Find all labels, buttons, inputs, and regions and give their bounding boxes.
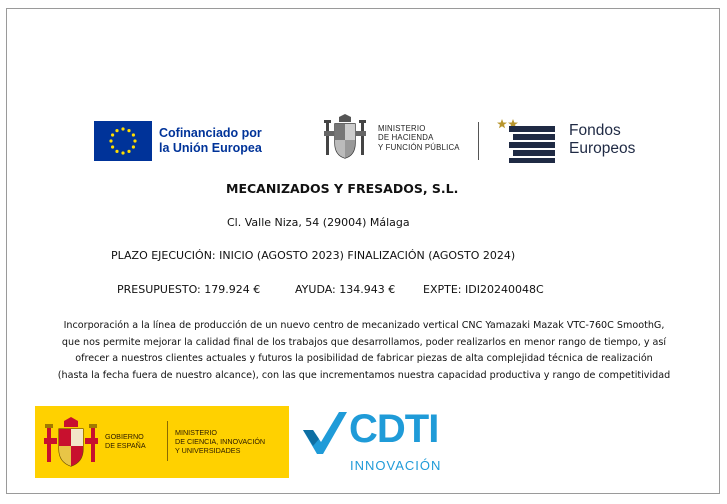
ministerio-ciencia-line3: Y UNIVERSIDADES: [175, 446, 241, 455]
ministerio-ciencia-line1: MINISTERIO: [175, 428, 217, 437]
company-address: Cl. Valle Niza, 54 (29004) Málaga: [227, 216, 410, 229]
budget-amount: PRESUPUESTO: 179.924 €: [117, 283, 261, 296]
spain-coat-of-arms-color-icon: [43, 416, 99, 470]
spain-coat-of-arms-icon: [322, 113, 368, 163]
cdti-wordmark: CDTI: [349, 407, 439, 451]
ministerio-hacienda-logo: [322, 113, 460, 163]
gobierno-line2: DE ESPAÑA: [105, 441, 146, 450]
execution-period: PLAZO EJECUCIÓN: INICIO (AGOSTO 2023) FINALIZACIÓN (AGOSTO 2024): [111, 249, 516, 262]
eu-text-line2: la Unión Europea: [159, 141, 262, 155]
mhfp-text-line2: DE HACIENDA: [378, 133, 434, 143]
mhfp-text-line1: MINISTERIO: [378, 123, 426, 133]
file-number: EXPTE: IDI20240048C: [423, 283, 544, 296]
fe-text-line2: Europeos: [569, 140, 636, 157]
mhfp-text-line3: Y FUNCIÓN PÚBLICA: [378, 142, 460, 152]
description-line: que nos permite mejorar la calidad final de los trabajos que desarrollamos, poder realizarlos en menor rango de tiempo, y así: [61, 336, 667, 348]
gobierno-line1: GOBIERNO: [105, 432, 144, 441]
logo-divider: [478, 122, 479, 160]
fondos-europeos-icon: [493, 117, 559, 163]
ministerio-ciencia-line2: DE CIENCIA, INNOVACIÓN: [175, 437, 266, 446]
eu-text-line1: Cofinanciado por: [159, 126, 262, 140]
description-line: (hasta la fecha fuera de nuestro alcance), con las que incrementamos nuestra capacidad productiva y rango de competitividad: [57, 369, 671, 381]
description-line: ofrecer a nuestros clientes actuales y futuros la posibilidad de fabricar piezas de alta complejidad técnica de realización: [75, 353, 653, 365]
description-line: Incorporación a la línea de producción de un nuevo centro de mecanizado vertical CNC Yamazaki Mazak VTC-760C SmoothG,: [63, 320, 665, 331]
project-description: [14, 318, 714, 384]
cdti-check-icon: [301, 408, 347, 456]
cdti-logo: [301, 404, 442, 480]
company-name: MECANIZADOS Y FRESADOS, S.L.: [226, 181, 459, 196]
fondos-europeos-logo: [493, 117, 635, 163]
gobierno-separator: [167, 421, 168, 461]
fe-text-line1: Fondos: [569, 122, 621, 139]
grant-amount: AYUDA: 134.943 €: [295, 283, 396, 296]
gobierno-espana-logo: [35, 406, 289, 478]
cdti-subtitle: INNOVACIÓN: [350, 458, 442, 473]
eu-flag-icon: [94, 121, 152, 161]
eu-cofinanced-logo: [94, 121, 262, 161]
